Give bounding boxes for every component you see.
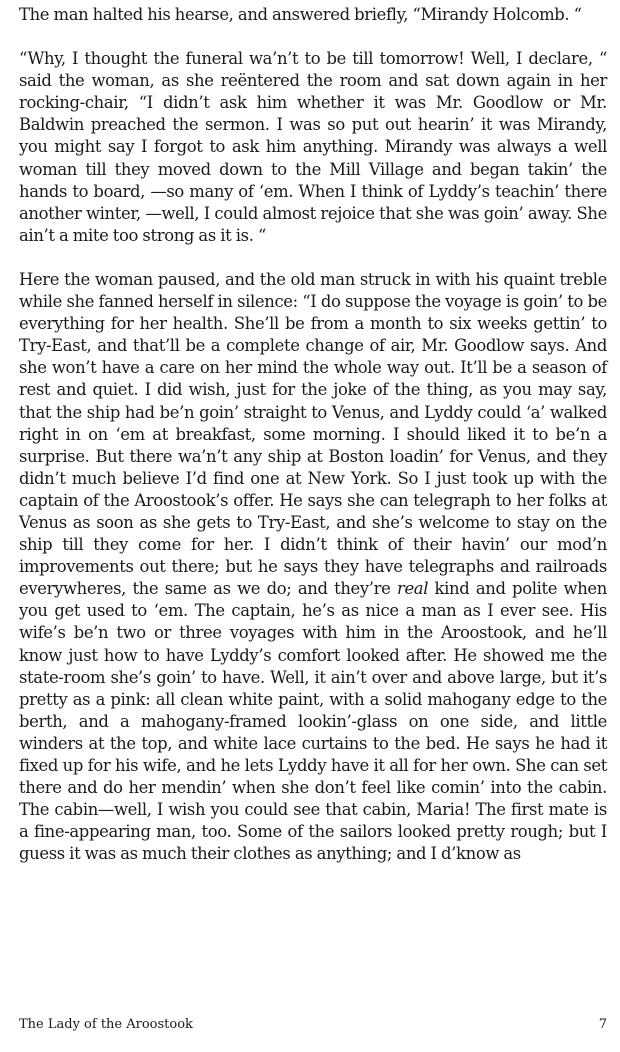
page-number: 7 [598,1017,607,1032]
paragraph-3 [19,269,607,866]
paragraph-3-part-1: Here the woman paused, and the old man struck in with his quaint treble while she fanned herself in silence: “I do suppose the voyage is goin’ to be everything for her health. She’ll be from a month to six weeks gettin’ to Try-East, and that’ll be a complete change of air, Mr. Goodlow says. And she won’t have a care on her mind the whole way out. It’ll be a season of rest and quiet. I did wish, just for the joke of the thing, as you may say, that the ship had be’n goin’ straight to Venus, and Lyddy could ‘a’ walked right in on ‘em at breakfast, some morning. I should liked it to be’n a surprise. But there wa’n’t any ship at Boston loadin’ for Venus, and they didn’t much believe I’d find one at New York. So I just took up with the captain of the Aroostook’s offer. He says she can telegraph to her folks at Venus as soon as she gets to Try-East, and she’s welcome to stay on the ship till they come for her. I didn’t think of their havin’ our mod’n improvements out there; but he says they have telegraphs and railroads everywheres, the same as we do; and they’re [19,269,607,599]
paragraph-2: “Why, I thought the funeral wa’n’t to be till tomorrow! Well, I declare, “ said the woman, as she reëntered the room and sat down again in her rocking-chair, “I didn’t ask him whether it was Mr. Goodlow or Mr. Baldwin preached the sermon. I was so put out hearin’ it was Mirandy, you might say I forgot to ask him anything. Mirandy was always a well woman till they moved down to the Mill Village and began takin’ the hands to board, —so many of ‘em. When I think of Lyddy’s teachin’ there another winter, —well, I could almost rejoice that she was goin’ away. She ain’t a mite too strong as it is. “ [19,49,607,245]
paragraph-1: The man halted his hearse, and answered briefly, “Mirandy Holcomb. “ [19,5,582,24]
book-title: The Lady of the Aroostook [19,1017,193,1032]
page-body [19,4,607,887]
paragraph-3-part-2: kind and polite when you get used to ‘em. The captain, he’s as nice a man as I ever see. His wife’s be’n two or three voyages with him in the Aroostook, and he’ll know just how to have Lyddy’s comfort looked after. He showed me the state-room she’s goin’ to have. Well, it ain’t over and above large, but it’s pretty as a pink: all clean white paint, with a solid mahogany edge to the berth, and a mahogany-framed lookin’-glass on one side, and little winders at the top, and white lace curtains to the bed. He says he had it fixed up for his wife, and he lets Lyddy have it all for her own. She can set there and do her mendin’ when she don’t feel like comin’ into the cabin. The cabin—well, I wish you could see that cabin, Maria! The first mate is a fine-appearing man, too. Some of the sailors looked pretty rough; but I guess it was as much their clothes as anything; and I d’know as [19,579,607,864]
page-footer [19,1017,607,1032]
emphasis-word: real [396,579,429,599]
